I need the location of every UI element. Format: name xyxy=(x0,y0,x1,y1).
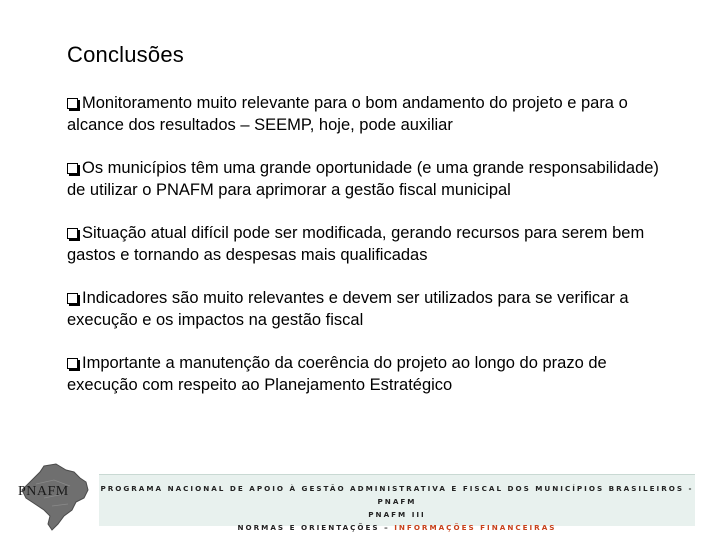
checkbox-square-icon xyxy=(67,163,78,174)
checkbox-square-icon xyxy=(67,98,78,109)
logo-text: PNAFM xyxy=(18,484,69,499)
checkbox-square-icon xyxy=(67,228,78,239)
bullet-list xyxy=(67,92,667,417)
checkbox-square-icon xyxy=(67,358,78,369)
bullet-text: Monitoramento muito relevante para o bom andamento do projeto e para o alcance dos resultados – SEEMP, hoje, pode auxiliar xyxy=(67,94,628,134)
bullet-text: Situação atual difícil pode ser modificada, gerando recursos para serem bem gastos e tornando as despesas mais qualificadas xyxy=(67,224,645,264)
footer-section-prefix: NORMAS E ORIENTAÇÕES – xyxy=(237,523,390,532)
bullet-item xyxy=(67,287,667,331)
bullet-item xyxy=(67,352,667,396)
bullet-text: Os municípios têm uma grande oportunidade (e uma grande responsabilidade) de utilizar o PNAFM para aprimorar a gestão fiscal municipal xyxy=(67,159,659,199)
bullet-text: Indicadores são muito relevantes e devem ser utilizados para se verificar a execução e os impactos na gestão fiscal xyxy=(67,289,629,329)
footer-edition: PNAFM III xyxy=(368,510,426,519)
bullet-item xyxy=(67,157,667,201)
pnafm-logo xyxy=(14,462,94,534)
bullet-text: Importante a manutenção da coerência do projeto ao longo do prazo de execução com respeito ao Planejamento Estratégico xyxy=(67,354,607,394)
bullet-item xyxy=(67,92,667,136)
bullet-item xyxy=(67,222,667,266)
slide-title: Conclusões xyxy=(67,42,184,67)
footer-section-highlight: INFORMAÇÕES FINANCEIRAS xyxy=(394,523,557,532)
footer-program-name: PROGRAMA NACIONAL DE APOIO À GESTÃO ADMINISTRATIVA E FISCAL DOS MUNICÍPIOS BRASILEIROS - PNAFM xyxy=(100,484,694,506)
footer-section xyxy=(99,521,695,534)
checkbox-square-icon xyxy=(67,293,78,304)
footer-banner xyxy=(99,474,695,532)
